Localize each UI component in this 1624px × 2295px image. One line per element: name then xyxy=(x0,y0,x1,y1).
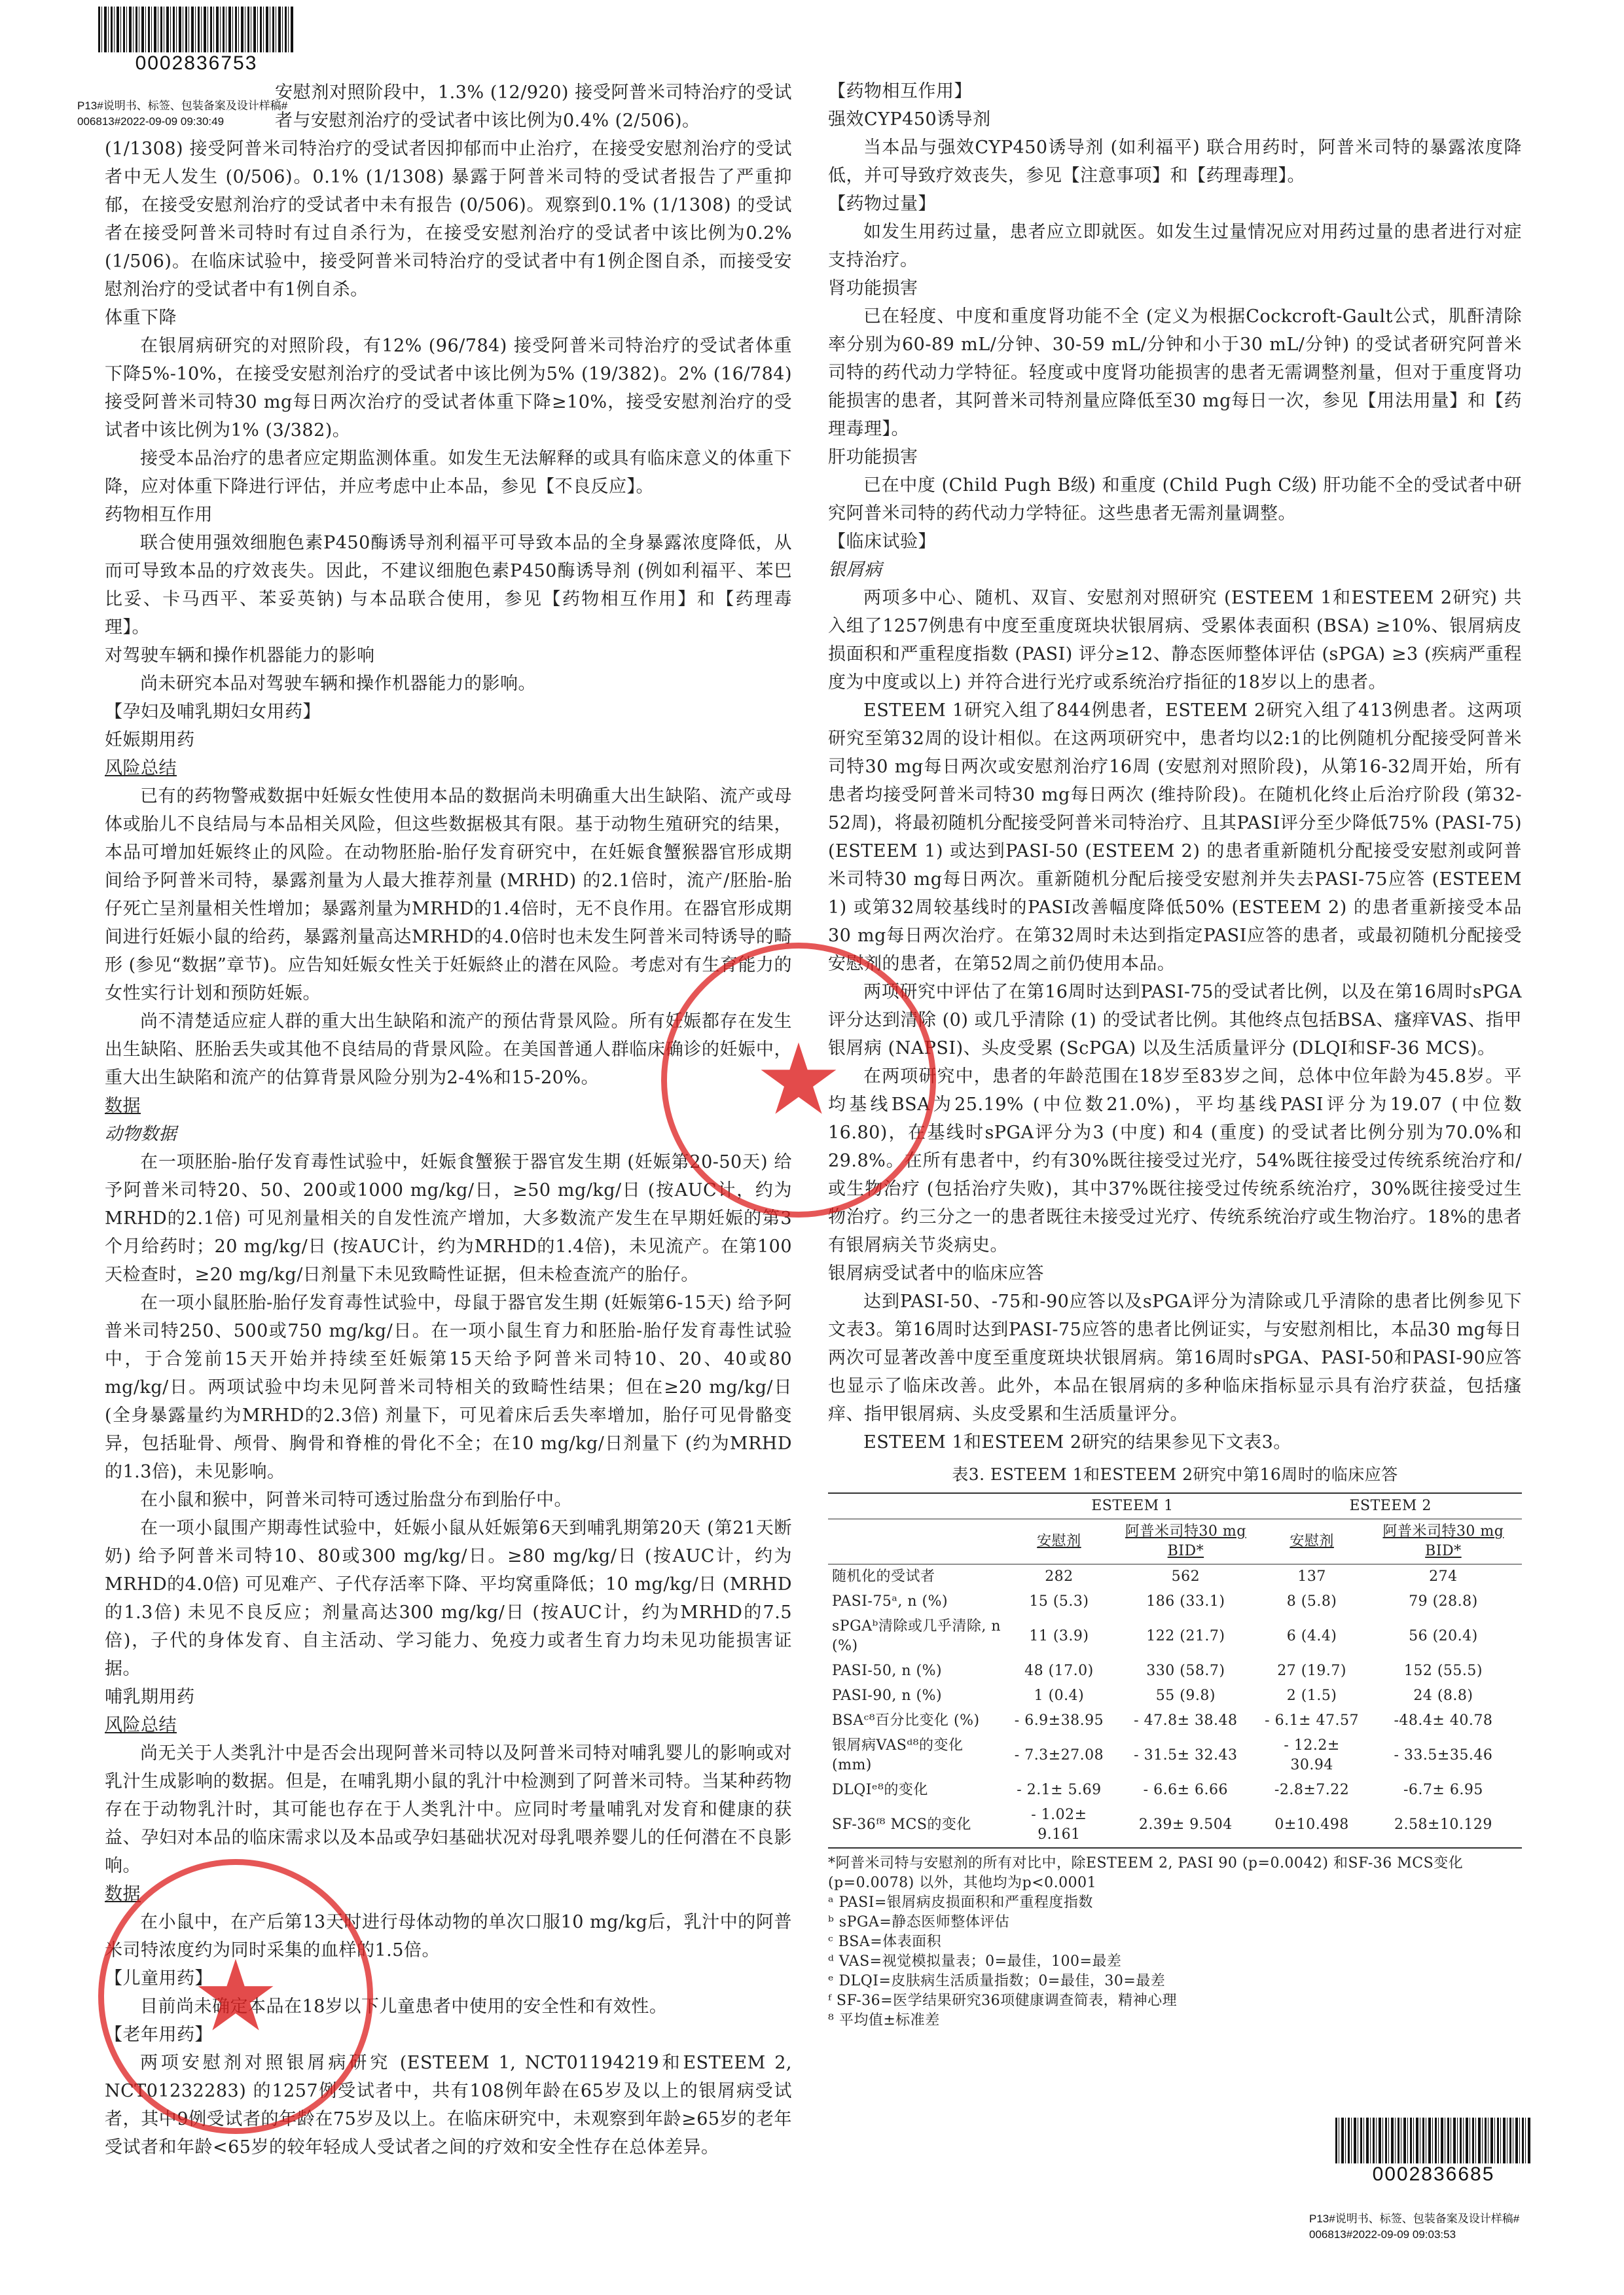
company-seal-stamp xyxy=(661,943,936,1218)
table-cell: 282 xyxy=(1045,1568,1074,1585)
table-group-header xyxy=(828,1493,1522,1519)
barcode-number: 0002836753 xyxy=(135,52,258,74)
table-row xyxy=(828,1803,1522,1848)
table-cell: -6.7± 6.95 xyxy=(1403,1782,1483,1798)
subheading-data-2: 数据 xyxy=(105,1884,141,1904)
paragraph: 尚无关于人类乳汁中是否会出现阿普米司特以及阿普米司特对哺乳婴儿的影响或对乳汁生成影响的数据。但是，在哺乳期小鼠的乳汁中检测到了阿普米司特。当某种药物存在于动物乳汁时，其可能也存在于人类乳汁中。应同时考量哺乳对发育和健康的获益、孕妇对本品的临床需求以及本品或孕妇基础状况对母乳喂养婴儿的任何潜在不良影响。 xyxy=(105,1743,792,1876)
company-seal-stamp-2 xyxy=(98,1859,373,2134)
table-cell: 122 (21.7) xyxy=(1146,1628,1225,1644)
table-footnote: ᵈ VAS=视觉模拟量表；0=最佳，100=最差 xyxy=(828,1953,1122,1970)
paragraph: 在两项研究中，患者的年龄范围在18岁至83岁之间，总体中位年龄为45.8岁。平均基线BSA为25.19% (中位数21.0%)，平均基线PASI评分为19.07 (中位数16.80)，在基线时sPGA评分为3 (中度) 和4 (重度) 的受试者比例分别为70.0%和29.8%。在所有患者中，约有30%既往接受过光疗，54%既往接受过传统系统治疗和/或生物治疗 (包括治疗失败)，其中37%既往接受过传统系统治疗，30%既往接受过生物治疗。约三分之一的患者既往未接受过光疗、传统系统治疗或生物治疗。18%的患者有银屑病关节炎病史。 xyxy=(828,1066,1522,1256)
table-cell: 55 (9.8) xyxy=(1155,1688,1216,1704)
table-cell: 330 (58.7) xyxy=(1146,1663,1225,1679)
table-footnote: ⁸ 平均值±标准差 xyxy=(828,2012,940,2029)
seal-star-icon: ★ xyxy=(754,1023,843,1137)
row-label: sPGAᵇ清除或几乎清除, n (%) xyxy=(832,1618,1001,1654)
stamp-label-line2: 006813#2022-09-09 09:03:53 xyxy=(1309,2228,1456,2241)
paragraph: 在一项小鼠围产期毒性试验中，妊娠小鼠从妊娠第6天到哺乳期第20天 (第21天断奶) 给予阿普米司特10、80或300 mg/kg/日。≥80 mg/kg/日 (按AUC计，约为MRHD的4.0倍) 可见难产、子代存活率下降、平均窝重降低；10 mg/kg/日 (MRHD的1.3倍) 未见不良反应；剂量高达300 mg/kg/日 (按AUC计，约为MRHD的7.5倍)，子代的身体发育、自主活动、学习能力、免疫力或者生育力均未见功能损害证据。 xyxy=(105,1518,792,1679)
row-label: PASI-90, n (%) xyxy=(832,1688,943,1704)
section-title-overdose: 【药物过量】 xyxy=(828,194,936,214)
table-row xyxy=(828,1614,1522,1659)
section-heading-weight: 体重下降 xyxy=(105,308,177,328)
paragraph: 尚未研究本品对驾驶车辆和操作机器能力的影响。 xyxy=(140,674,536,694)
table-row xyxy=(828,1564,1522,1590)
arm-header: 阿普米司特30 mg BID* xyxy=(1112,1519,1259,1564)
table-cell: - 1.02± 9.161 xyxy=(1031,1807,1087,1843)
table-footnote: ᶜ BSA=体表面积 xyxy=(828,1934,942,1950)
paragraph: 已有的药物警戒数据中妊娠女性使用本品的数据尚未明确重大出生缺陷、流产或母体或胎儿不良结局与本品相关风险，但这些数据极其有限。基于动物生殖研究的结果，本品可增加妊娠终止的风险。在动物胚胎-胎仔发育研究中，在妊娠食蟹猴器官形成期间给予阿普米司特，暴露剂量为人最大推荐剂量 (MRHD) 的2.1倍时，流产/胚胎-胎仔死亡呈剂量相关性增加；暴露剂量为MRHD的1.4倍时，无不良作用。在器官形成期间进行妊娠小鼠的给药，暴露剂量高达MRHD的4.0倍时也未发生阿普米司特诱导的畸形 (参见“数据”章节)。应告知妊娠女性关于妊娠終止的潜在风险。考虑对有生育能力的女性实行计划和预防妊娠。 xyxy=(105,786,792,1003)
paragraph: 在一项小鼠胚胎-胎仔发育毒性试验中，母鼠于器官发生期 (妊娠第6-15天) 给予阿普米司特250、500或750 mg/kg/日。在一项小鼠生育力和胚胎-胎仔发育毒性试验中，于合笼前15天开始并持续至妊娠第15天给予阿普米司特10、20、40或80 mg/kg/日。两项试验中均未见阿普米司特相关的致畸性结果；但在≥20 mg/kg/日 (全身暴露量约为MRHD的2.3倍) 剂量下，可见着床后丢失率增加，胎仔可见骨骼变异，包括耻骨、颅骨、胸骨和脊椎的骨化不全；在10 mg/kg/日剂量下 (约为MRHD的1.3倍)，未见影响。 xyxy=(105,1293,792,1482)
paragraph: 达到PASI-50、-75和-90应答以及sPGA评分为清除或几乎清除的患者比例参见下文表3。第16周时达到PASI-75应答的患者比例证实，与安慰剂相比，本品30 mg每日两次可显著改善中度至重度斑块状银屑病。第16周时sPGA、PASI-50和PASI-90应答也显示了临床改善。此外，本品在银屑病的多种临床指标显示具有治疗获益，包括瘙痒、指甲银屑病、头皮受累和生活质量评分。 xyxy=(828,1292,1522,1424)
table-cell: 2.58±10.129 xyxy=(1394,1816,1492,1833)
section-heading-driving: 对驾驶车辆和操作机器能力的影响 xyxy=(105,645,375,666)
table-cell: 48 (17.0) xyxy=(1024,1663,1094,1679)
table-row xyxy=(828,1733,1522,1778)
subheading-data: 数据 xyxy=(105,1096,141,1116)
table-cell: 2.39± 9.504 xyxy=(1138,1816,1233,1833)
table-footnote: ᵇ sPGA=静态医师整体评估 xyxy=(828,1914,1010,1930)
paragraph: 安慰剂对照阶段中，1.3% (12/920) 接受阿普米司特治疗的受试者与安慰剂治疗的受试者中该比例为0.4% (2/506)。 xyxy=(275,82,792,131)
subheading-clinical-response: 银屑病受试者中的临床应答 xyxy=(828,1263,1044,1284)
table-cell: 562 xyxy=(1171,1568,1200,1585)
row-label: DLQIᵉ⁸的变化 xyxy=(832,1782,928,1798)
results-table xyxy=(828,1492,1522,1849)
table-cell: 152 (55.5) xyxy=(1403,1663,1483,1679)
paragraph: 如发生用药过量，患者应立即就医。如发生过量情况应对用药过量的患者进行对症支持治疗。 xyxy=(828,222,1522,270)
table-cell: 27 (19.7) xyxy=(1277,1663,1346,1679)
row-label: PASI-75ᵃ, n (%) xyxy=(832,1593,948,1610)
subheading-risk-summary: 风险总结 xyxy=(105,758,177,778)
table-cell: - 6.1± 47.57 xyxy=(1265,1712,1359,1729)
paragraph: ESTEEM 1研究入组了844例患者，ESTEEM 2研究入组了413例患者。这两项研究至第32周的设计相似。在这两项研究中，患者均以2:1的比例随机分配接受阿普米司特30 mg每日两次或安慰剂治疗16周 (安慰剂对照阶段)，从第16-32周开始，所有患者均接受阿普米司特30 mg每日两次 (维持阶段)。在随机化终止后治疗阶段 (第32-52周)，将最初随机分配接受阿普米司特治疗、且其PASI评分至少降低75% (PASI-75) (ESTEEM 1) 或达到PASI-50 (ESTEEM 2) 的患者重新随机分配接受安慰剂或阿普米司特30 mg每日两次。重新随机分配后接受安慰剂并失去PASI-75应答 (ESTEEM 1) 或第32周较基线时的PASI改善幅度降低50% (ESTEEM 2) 的患者重新接受本品30 mg每日两次治疗。在第32周时未达到指定PASI应答的患者，或最初随机分配接受安慰剂的患者，在第52周之前仍使用本品。 xyxy=(828,700,1522,974)
table-cell: 1 (0.4) xyxy=(1034,1688,1085,1704)
table-cell: -2.8±7.22 xyxy=(1274,1782,1350,1798)
table-cell: - 6.9±38.95 xyxy=(1014,1712,1104,1729)
table-caption: 表3. ESTEEM 1和ESTEEM 2研究中第16周时的临床应答 xyxy=(952,1465,1398,1484)
row-label: 随机化的受试者 xyxy=(832,1568,935,1585)
table-row xyxy=(828,1708,1522,1733)
table-cell: 11 (3.9) xyxy=(1029,1628,1089,1644)
table-cell: - 47.8± 38.48 xyxy=(1134,1712,1238,1729)
barcode-bars xyxy=(1335,2118,1532,2163)
right-column xyxy=(828,77,1522,2243)
table-cell: -48.4± 40.78 xyxy=(1394,1712,1493,1729)
stamp-label-line1: P13#说明书、标签、包装备案及设计样稿# xyxy=(1309,2213,1520,2225)
subheading-animal-data: 动物数据 xyxy=(105,1124,177,1144)
table-cell: - 12.2± 30.94 xyxy=(1284,1737,1340,1773)
table-corner-2 xyxy=(828,1519,1006,1564)
paragraph: 在小鼠中，在产后第13天时进行母体动物的单次口服10 mg/kg后，乳汁中的阿普米司特浓度约为同时采集的血样的1.5倍。 xyxy=(105,1912,792,1961)
arm-header: 安慰剂 xyxy=(1259,1519,1364,1564)
barcode-bars xyxy=(98,7,295,52)
paragraph: (1/1308) 接受阿普米司特治疗的受试者因抑郁而中止治疗，在接受安慰剂治疗的受试者中无人发生 (0/506)。0.1% (1/1308) 暴露于阿普米司特的受试者报告了严重抑郁，在接受安慰剂治疗的受试者中未有报告 (0/506)。观察到0.1% (1/1308) 的受试者在接受阿普米司特时有过自杀行为，在接受安慰剂治疗的受试者中该比例为0.2% (1/506)。在临床试验中，接受阿普米司特治疗的受试者中有1例企图自杀，而接受安慰剂治疗的受试者中有1例自杀。 xyxy=(105,139,792,300)
table-footnote: ᵃ PASI=银屑病皮损面积和严重程度指数 xyxy=(828,1894,1093,1911)
subheading-psoriasis: 银屑病 xyxy=(828,560,882,580)
stamp-label-line1: P13#说明书、标签、包装备案及设计样稿# xyxy=(77,99,288,112)
table-row xyxy=(828,1659,1522,1684)
table-cell: 274 xyxy=(1429,1568,1458,1585)
group-header-esteem2: ESTEEM 2 xyxy=(1259,1493,1522,1519)
table-cell: - 2.1± 5.69 xyxy=(1017,1782,1102,1798)
arm-header: 阿普米司特30 mg BID* xyxy=(1365,1519,1522,1564)
subheading-cyp-inducers: 强效CYP450诱导剂 xyxy=(828,109,991,130)
table-cell: 6 (4.4) xyxy=(1286,1628,1337,1644)
paragraph: 已在中度 (Child Pugh B级) 和重度 (Child Pugh C级) 肝功能不全的受试者中研究阿普米司特的药代动力学特征。这些患者无需剂量调整。 xyxy=(828,475,1522,524)
group-header-esteem1: ESTEEM 1 xyxy=(1006,1493,1259,1519)
table-cell: 2 (1.5) xyxy=(1286,1688,1337,1704)
table-row xyxy=(828,1589,1522,1614)
subheading-hepatic: 肝功能损害 xyxy=(828,447,918,467)
table-cell: - 6.6± 6.66 xyxy=(1143,1782,1228,1798)
paragraph: 已在轻度、中度和重度肾功能不全 (定义为根据Cockcroft-Gault公式，肌酐清除率分别为60-89 mL/分钟、30-59 mL/分钟和小于30 mL/分钟) 的受试者研究阿普米司特的药代动力学特征。轻度或中度肾功能损害的患者无需调整剂量，但对于重度肾功能损害的患者，其阿普米司特剂量应降低至30 mg每日一次，参见【用法用量】和【药理毒理】。 xyxy=(828,306,1522,439)
subheading-renal: 肾功能损害 xyxy=(828,278,918,298)
section-title-drug-interactions: 【药物相互作用】 xyxy=(828,81,972,101)
paragraph: 两项安慰剂对照银屑病研究 (ESTEEM 1, NCT01194219和ESTEEM 2, NCT01232283) 的1257例受试者中，共有108例年龄在65岁及以上的银屑病受试者，其中9例受试者的年龄在75岁及以上。在临床研究中，未观察到年龄≥65岁的老年受试者和年龄<65岁的较年轻成人受试者之间的疗效和安全性存在总体差异。 xyxy=(105,2053,792,2158)
paragraph: 联合使用强效细胞色素P450酶诱导剂利福平可导致本品的全身暴露浓度降低，从而可导致本品的疗效丧失。因此，不建议细胞色素P450酶诱导剂 (例如利福平、苯巴比妥、卡马西平、苯妥英钠) 与本品联合使用，参见【药物相互作用】和【药理毒理】。 xyxy=(105,533,792,638)
barcode-top-left xyxy=(98,7,295,75)
table-footnote: ᵉ DLQI=皮肤病生活质量指数；0=最佳，30=最差 xyxy=(828,1973,1166,1989)
table-corner xyxy=(828,1493,1006,1519)
table-cell: 137 xyxy=(1297,1568,1326,1585)
table-cell: 186 (33.1) xyxy=(1146,1593,1225,1610)
paragraph: 在银屑病研究的对照阶段，有12% (96/784) 接受阿普米司特治疗的受试者体重下降5%-10%，在接受安慰剂治疗的受试者中该比例为5% (19/382)。2% (16/784) 接受阿普米司特30 mg每日两次治疗的受试者体重下降≥10%，接受安慰剂治疗的受试者中该比例为1% (3/382)。 xyxy=(105,336,792,441)
row-label: SF-36ᶠ⁸ MCS的变化 xyxy=(832,1816,971,1833)
row-label: 银屑病VASᵈ⁸的变化 (mm) xyxy=(832,1737,964,1773)
subheading-lactation: 哺乳期用药 xyxy=(105,1687,195,1707)
table-footnote: ᶠ SF-36=医学结果研究36项健康调查简表，精神心理 xyxy=(828,1993,1178,2009)
section-title-clinical-trials: 【临床试验】 xyxy=(828,532,936,552)
row-label: PASI-50, n (%) xyxy=(832,1663,943,1679)
subheading-pregnancy: 妊娠期用药 xyxy=(105,730,195,750)
arm-header: 安慰剂 xyxy=(1006,1519,1113,1564)
table-cell: 0±10.498 xyxy=(1274,1816,1349,1833)
section-title-pregnancy: 【孕妇及哺乳期妇女用药】 xyxy=(105,702,321,722)
table-cell: 56 (20.4) xyxy=(1409,1628,1478,1644)
section-heading-interaction: 药物相互作用 xyxy=(105,505,213,525)
table-cell: 15 (5.3) xyxy=(1029,1593,1089,1610)
table-row xyxy=(828,1684,1522,1708)
row-label: BSAᶜ⁸百分比变化 (%) xyxy=(832,1712,980,1729)
table-cell: - 31.5± 32.43 xyxy=(1134,1747,1238,1763)
table-footnote: *阿普米司特与安慰剂的所有对比中，除ESTEEM 2, PASI 90 (p=0.0042) 和SF-36 MCS变化 (p=0.0078) 以外，其他均为p<0.0001 xyxy=(828,1855,1464,1891)
table-cell: 8 (5.8) xyxy=(1286,1593,1337,1610)
table-cell: - 33.5±35.46 xyxy=(1394,1747,1493,1763)
table-row xyxy=(828,1778,1522,1803)
paragraph: 两项多中心、随机、双盲、安慰剂对照研究 (ESTEEM 1和ESTEEM 2研究) 共入组了1257例患有中度至重度斑块状银屑病、受累体表面积 (BSA) ≥10%、银屑病皮损面积和严重程度指数 (PASI) 评分≥12、静态医师整体评估 (sPGA) ≥3 (疾病严重程度为中度或以上) 并符合进行光疗或系统治疗指征的18岁以上的患者。 xyxy=(828,588,1522,693)
table-cell: 24 (8.8) xyxy=(1413,1688,1473,1704)
table-cell: - 7.3±27.08 xyxy=(1014,1747,1104,1763)
section-title-children: 【儿童用药】 xyxy=(105,1968,213,1989)
table-arm-header xyxy=(828,1519,1522,1564)
paragraph: ESTEEM 1和ESTEEM 2研究的结果参见下文表3。 xyxy=(863,1432,1291,1453)
paragraph: 两项研究中评估了在第16周时达到PASI-75的受试者比例，以及在第16周时sPGA评分达到清除 (0) 或几乎清除 (1) 的受试者比例。其他终点包括BSA、瘙痒VAS、指甲银屑病 (NAPSI)、头皮受累 (ScPGA) 以及生活质量评分 (DLQI和SF-36 MCS)。 xyxy=(828,982,1522,1058)
paragraph: 目前尚未确定本品在18岁以下儿童患者中使用的安全性和有效性。 xyxy=(140,1997,668,2017)
barcode-bottom-right xyxy=(1335,2118,1532,2186)
subheading-risk-summary-2: 风险总结 xyxy=(105,1715,177,1735)
paragraph: 接受本品治疗的患者应定期监测体重。如发生无法解释的或具有临床意义的体重下降，应对体重下降进行评估，并应考虑中止本品，参见【不良反应】。 xyxy=(105,448,792,497)
section-title-elderly: 【老年用药】 xyxy=(105,2025,213,2045)
barcode-number: 0002836685 xyxy=(1372,2163,1495,2185)
stamp-label-line2: 006813#2022-09-09 09:30:49 xyxy=(77,115,225,128)
paragraph: 在小鼠和猴中，阿普米司特可透过胎盘分布到胎仔中。 xyxy=(140,1490,572,1510)
paragraph: 当本品与强效CYP450诱导剂 (如利福平) 联合用药时，阿普米司特的暴露浓度降低，并可导致疗效丧失，参见【注意事项】和【药理毒理】。 xyxy=(828,137,1522,186)
table-cell: 79 (28.8) xyxy=(1409,1593,1478,1610)
seal-star-icon: ★ xyxy=(191,1940,280,2053)
paragraph: 尚不清楚适应症人群的重大出生缺陷和流产的预估背景风险。所有妊娠都存在发生出生缺陷、胚胎丢失或其他不良结局的背景风险。在美国普通人群临床确诊的妊娠中，重大出生缺陷和流产的估算背景风险分别为2-4%和15-20%。 xyxy=(105,1011,792,1088)
paragraph: 在一项胚胎-胎仔发育毒性试验中，妊娠食蟹猴于器官发生期 (妊娠第20-50天) 给予阿普米司特20、50、200或1000 mg/kg/日，≥50 mg/kg/日 (按AUC计，约为MRHD的2.1倍) 可见剂量相关的自发性流产增加，大多数流产发生在早期妊娠的第3个月给药时；20 mg/kg/日 (按AUC计，约为MRHD的1.4倍)，未见流产。在第100天检查时，≥20 mg/kg/日剂量下未见致畸性证据，但未检查流产的胎仔。 xyxy=(105,1152,792,1285)
